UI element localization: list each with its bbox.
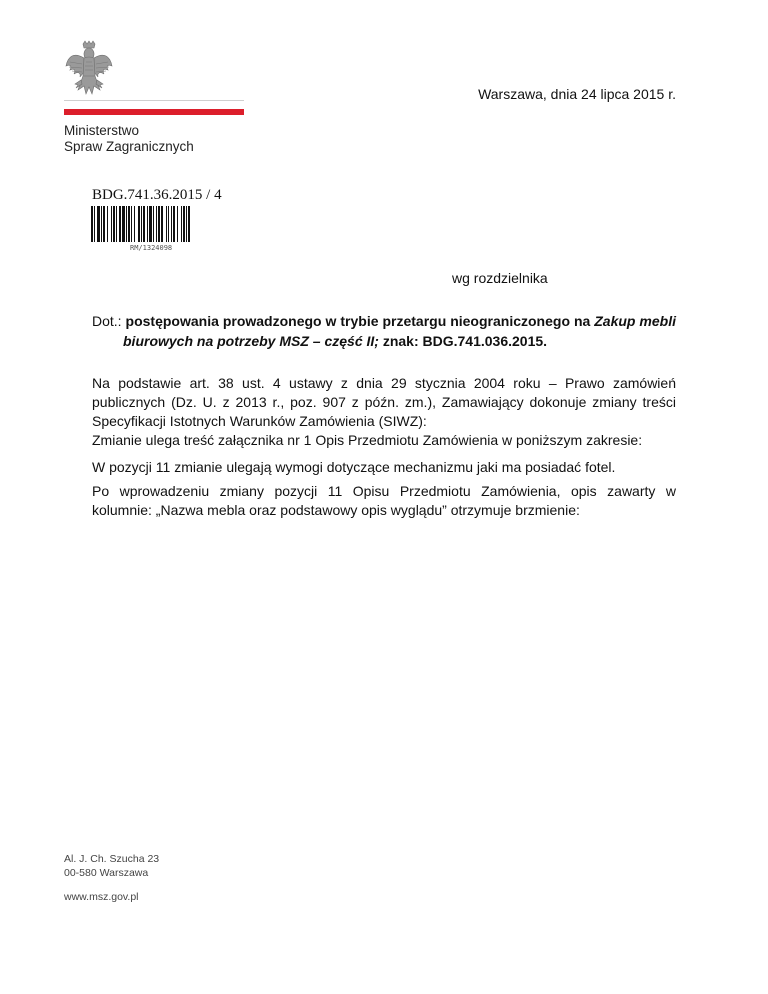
p4-line2: kolumnie: „Nazwa mebla oraz podstawowy opis wyglądu” otrzymuje brzmienie:	[92, 502, 580, 518]
polish-eagle-icon	[64, 40, 114, 98]
subject-prefix: Dot.:	[92, 313, 122, 329]
barcode-bar	[186, 206, 187, 242]
paragraph-legal-basis	[92, 374, 676, 431]
subject-bold1: postępowania prowadzonego w trybie przetargu nieograniczonego na	[125, 313, 591, 329]
barcode-bar	[168, 206, 169, 242]
barcode-bar	[158, 206, 160, 242]
ministry-name	[64, 123, 194, 155]
p1-line3: Specyfikacji Istotnych Warunków Zamówienia (SIWZ):	[92, 413, 427, 429]
barcode-bar	[177, 206, 178, 242]
letter-date: Warszawa, dnia 24 lipca 2015 r.	[478, 86, 676, 102]
p1-line1: Na podstawie art. 38 ust. 4 ustawy z dnia 29 stycznia 2004 roku – Prawo zamówień	[92, 375, 676, 391]
barcode-bar	[113, 206, 115, 242]
barcode-bar	[171, 206, 172, 242]
barcode	[91, 206, 236, 242]
footer-address1: Al. J. Ch. Szucha 23	[64, 853, 160, 865]
paragraph-change-scope: Zmianie ulega treść załącznika nr 1 Opis Przedmiotu Zamówienia w poniższym zakresie:	[92, 432, 643, 448]
barcode-bar	[153, 206, 154, 242]
p1-line2: publicznych (Dz. U. z 2013 r., poz. 907 z późn. zm.), Zamawiający dokonuje zmiany treści	[92, 394, 676, 410]
footer	[64, 852, 159, 904]
subject-italic2: biurowych na potrzeby MSZ – część II;	[123, 333, 379, 349]
subject-block	[92, 311, 676, 351]
barcode-bar	[131, 206, 132, 242]
barcode-bar	[101, 206, 102, 242]
paragraph-new-wording	[92, 482, 676, 520]
footer-website: www.msz.gov.pl	[64, 891, 139, 903]
barcode-bar	[111, 206, 112, 242]
footer-address2: 00-580 Warszawa	[64, 867, 149, 879]
barcode-bar	[161, 206, 163, 242]
barcode-bar	[138, 206, 140, 242]
p4-line1: Po wprowadzeniu zmiany pozycji 11 Opisu Przedmiotu Zamówienia, opis zawarty w	[92, 483, 676, 499]
barcode-bar	[181, 206, 182, 242]
ministry-line2: Spraw Zagranicznych	[64, 139, 194, 154]
barcode-bar	[149, 206, 152, 242]
barcode-bar	[94, 206, 95, 242]
reference-number: BDG.741.36.2015 / 4	[92, 187, 222, 203]
barcode-bar	[141, 206, 142, 242]
barcode-bar	[156, 206, 157, 242]
barcode-bar	[166, 206, 167, 242]
barcode-bar	[119, 206, 121, 242]
barcode-bar	[122, 206, 125, 242]
barcode-bar	[128, 206, 130, 242]
barcode-bar	[188, 206, 190, 242]
barcode-bar	[91, 206, 93, 242]
barcode-bar	[183, 206, 185, 242]
subject-bold2: znak: BDG.741.036.2015.	[382, 333, 548, 349]
barcode-bar	[107, 206, 108, 242]
barcode-bar	[126, 206, 127, 242]
recipients-line: wg rozdzielnika	[452, 270, 548, 286]
barcode-bar	[103, 206, 105, 242]
paragraph-position-11: W pozycji 11 zmianie ulegają wymogi dotyczące mechanizmu jaki ma posiadać fotel.	[92, 459, 616, 475]
brand-stripe	[64, 109, 244, 115]
barcode-code: RM/1324098	[130, 244, 173, 252]
barcode-bar	[147, 206, 148, 242]
subject-italic1: Zakup mebli	[594, 313, 676, 329]
barcode-bar	[143, 206, 145, 242]
barcode-bar	[97, 206, 100, 242]
barcode-bar	[134, 206, 135, 242]
barcode-bar	[173, 206, 175, 242]
ministry-line1: Ministerstwo	[64, 123, 140, 138]
header-divider	[64, 100, 244, 101]
barcode-bar	[116, 206, 117, 242]
